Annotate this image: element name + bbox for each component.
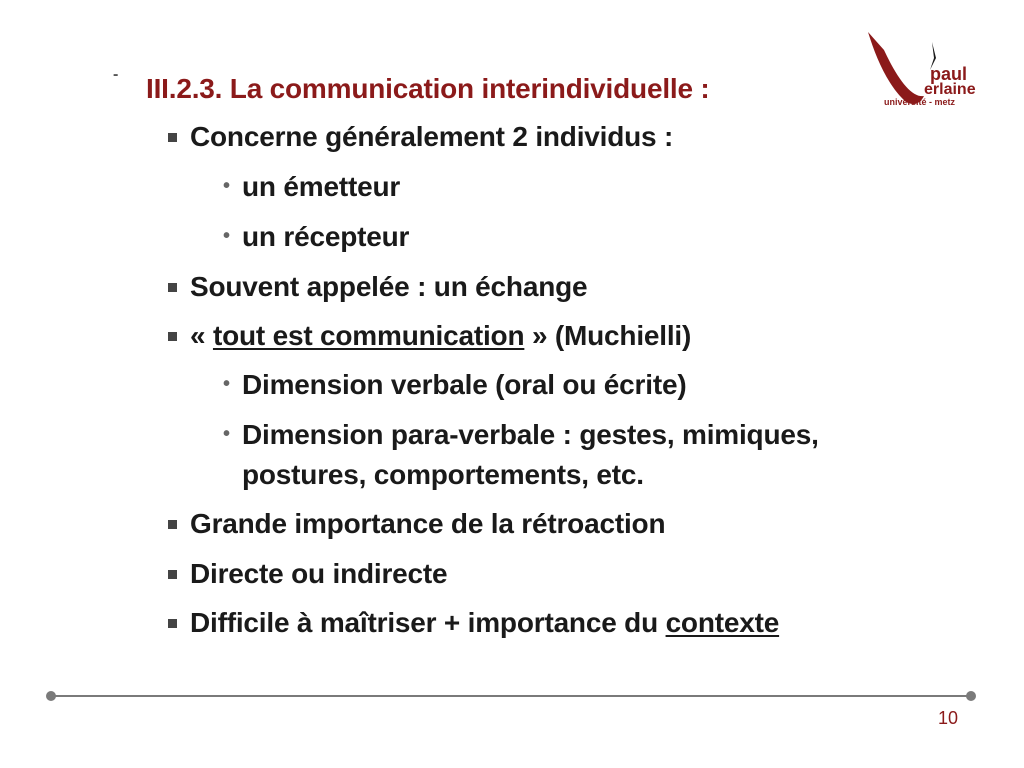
underlined-phrase: tout est communication bbox=[212, 320, 525, 351]
dot-bullet-icon: • bbox=[223, 373, 231, 395]
university-logo bbox=[862, 28, 980, 112]
bullet-item: Concerne généralement 2 individus : bbox=[190, 121, 674, 152]
square-bullet-icon bbox=[168, 133, 177, 142]
sub-bullet-item: Dimension para-verbale : gestes, mimiques, bbox=[242, 419, 819, 450]
square-bullet-icon bbox=[168, 283, 177, 292]
logo-word-1: paul bbox=[930, 64, 968, 84]
bullet-suffix: » (Muchielli) bbox=[524, 320, 692, 351]
sub-bullet-item: un émetteur bbox=[242, 171, 401, 202]
bullet-item: Directe ou indirecte bbox=[190, 558, 448, 589]
footer-rule bbox=[50, 695, 972, 697]
logo-word-2: erlaine bbox=[924, 81, 976, 98]
footer-rule-right-dot-icon bbox=[966, 691, 976, 701]
dot-bullet-icon: • bbox=[223, 225, 231, 247]
square-bullet-icon bbox=[168, 570, 177, 579]
dot-bullet-icon: • bbox=[223, 175, 231, 197]
sub-bullet-item: un récepteur bbox=[242, 221, 410, 252]
square-bullet-icon bbox=[168, 520, 177, 529]
footer-rule-left-dot-icon bbox=[46, 691, 56, 701]
bullet-prefix: Difficile à maîtriser + importance du bbox=[190, 607, 666, 638]
bullet-item bbox=[190, 607, 779, 639]
underlined-phrase: contexte bbox=[665, 607, 780, 638]
logo-swoosh-icon bbox=[868, 32, 924, 104]
bullet-item bbox=[190, 320, 691, 352]
bullet-item: Souvent appelée : un échange bbox=[190, 271, 588, 302]
dot-bullet-icon: • bbox=[223, 423, 231, 445]
sub-bullet-continuation: postures, comportements, etc. bbox=[242, 459, 644, 490]
page-number: 10 bbox=[937, 708, 958, 728]
sub-bullet-item: Dimension verbale (oral ou écrite) bbox=[242, 369, 687, 400]
bullet-item: Grande importance de la rétroaction bbox=[190, 508, 666, 539]
square-bullet-icon bbox=[168, 332, 177, 341]
logo-word-3: université - metz bbox=[884, 97, 956, 107]
bullet-prefix: « bbox=[190, 320, 213, 351]
slide-title: III.2.3. La communication interindividuelle : bbox=[146, 73, 710, 104]
square-bullet-icon bbox=[168, 619, 177, 628]
heading-dash: - bbox=[113, 66, 119, 83]
